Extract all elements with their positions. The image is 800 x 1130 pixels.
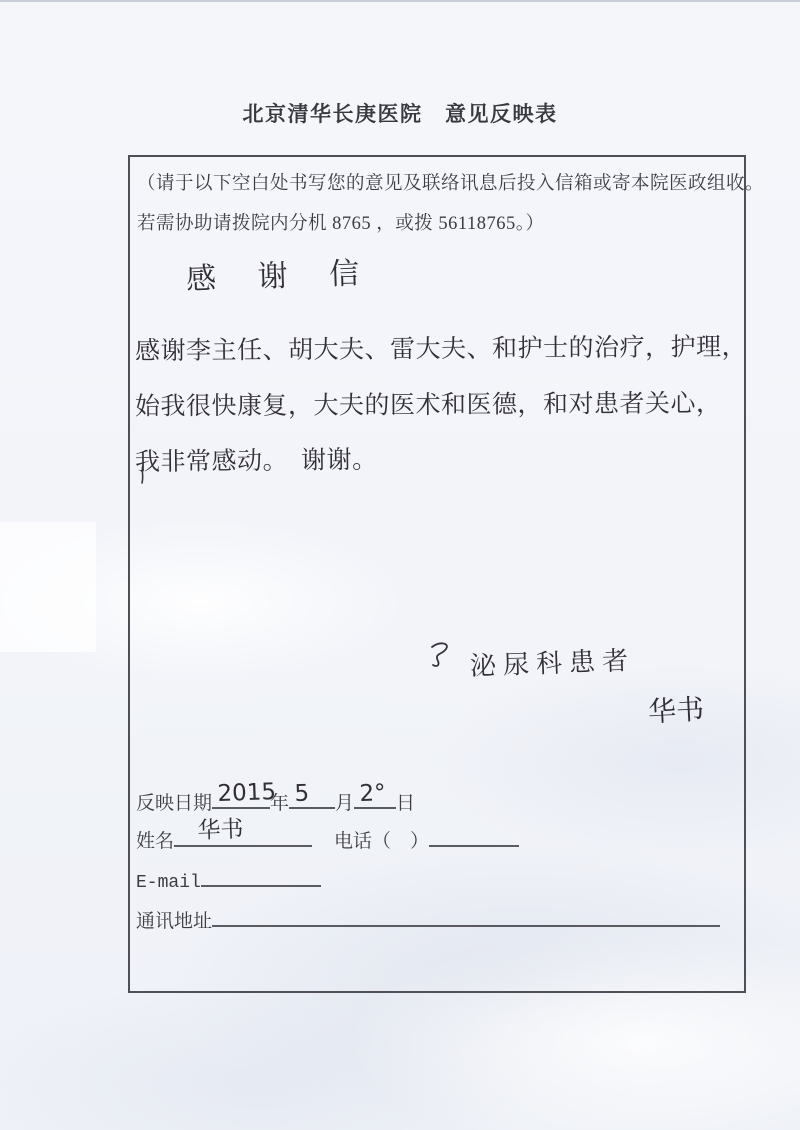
handwritten-year: 2015 — [217, 778, 277, 807]
phone-blank — [429, 825, 519, 847]
address-row — [136, 905, 720, 933]
page-title: 北京清华长庚医院 意见反映表 — [242, 103, 558, 126]
date-year-unit: 年 — [270, 793, 290, 814]
ink-smudge-mark — [138, 463, 148, 485]
date-year-blank — [212, 778, 277, 809]
name-blank — [174, 816, 312, 847]
date-day-unit: 日 — [396, 793, 416, 814]
handwritten-line: 始我很快康复，大夫的医术和医德，和对患者关心， — [134, 388, 722, 421]
date-day-blank — [354, 780, 396, 809]
address-blank — [212, 905, 720, 927]
scan-light-patch — [0, 522, 96, 652]
pen-flourish-mark — [426, 637, 456, 671]
date-row — [136, 778, 416, 815]
email-row — [136, 865, 321, 893]
date-month-unit: 月 — [335, 793, 355, 814]
date-label: 反映日期 — [136, 793, 213, 814]
handwritten-day: 2° — [359, 780, 387, 807]
date-month-blank — [289, 780, 335, 809]
handwritten-line: 感谢李主任、胡大夫、雷大夫、和护士的治疗，护理， — [134, 331, 748, 366]
feedback-writing-box — [128, 155, 765, 993]
instructions-line-2: 若需协助请拨院内分机 8765 ，或拨 56118765。） — [137, 214, 545, 234]
name-phone-row — [136, 816, 519, 853]
handwritten-signer-line: 泌尿科患者 — [469, 646, 636, 682]
handwritten-month: 5 — [294, 780, 310, 807]
email-blank — [201, 865, 321, 887]
handwritten-line: 我非常感动。 谢谢。 — [134, 444, 378, 477]
name-label: 姓名 — [136, 831, 175, 852]
email-label: E-mail — [136, 873, 201, 893]
handwritten-name: 华书 — [197, 816, 244, 845]
handwritten-signature: 华书 — [647, 692, 705, 729]
address-label: 通讯地址 — [136, 911, 213, 932]
instructions-line-1: （请于以下空白处书写您的意见及联络讯息后投入信箱或寄本院医政组收。 — [137, 174, 765, 194]
phone-label: 电话（ ） — [334, 831, 430, 852]
handwritten-letter-title: 感 谢 信 — [185, 255, 376, 298]
